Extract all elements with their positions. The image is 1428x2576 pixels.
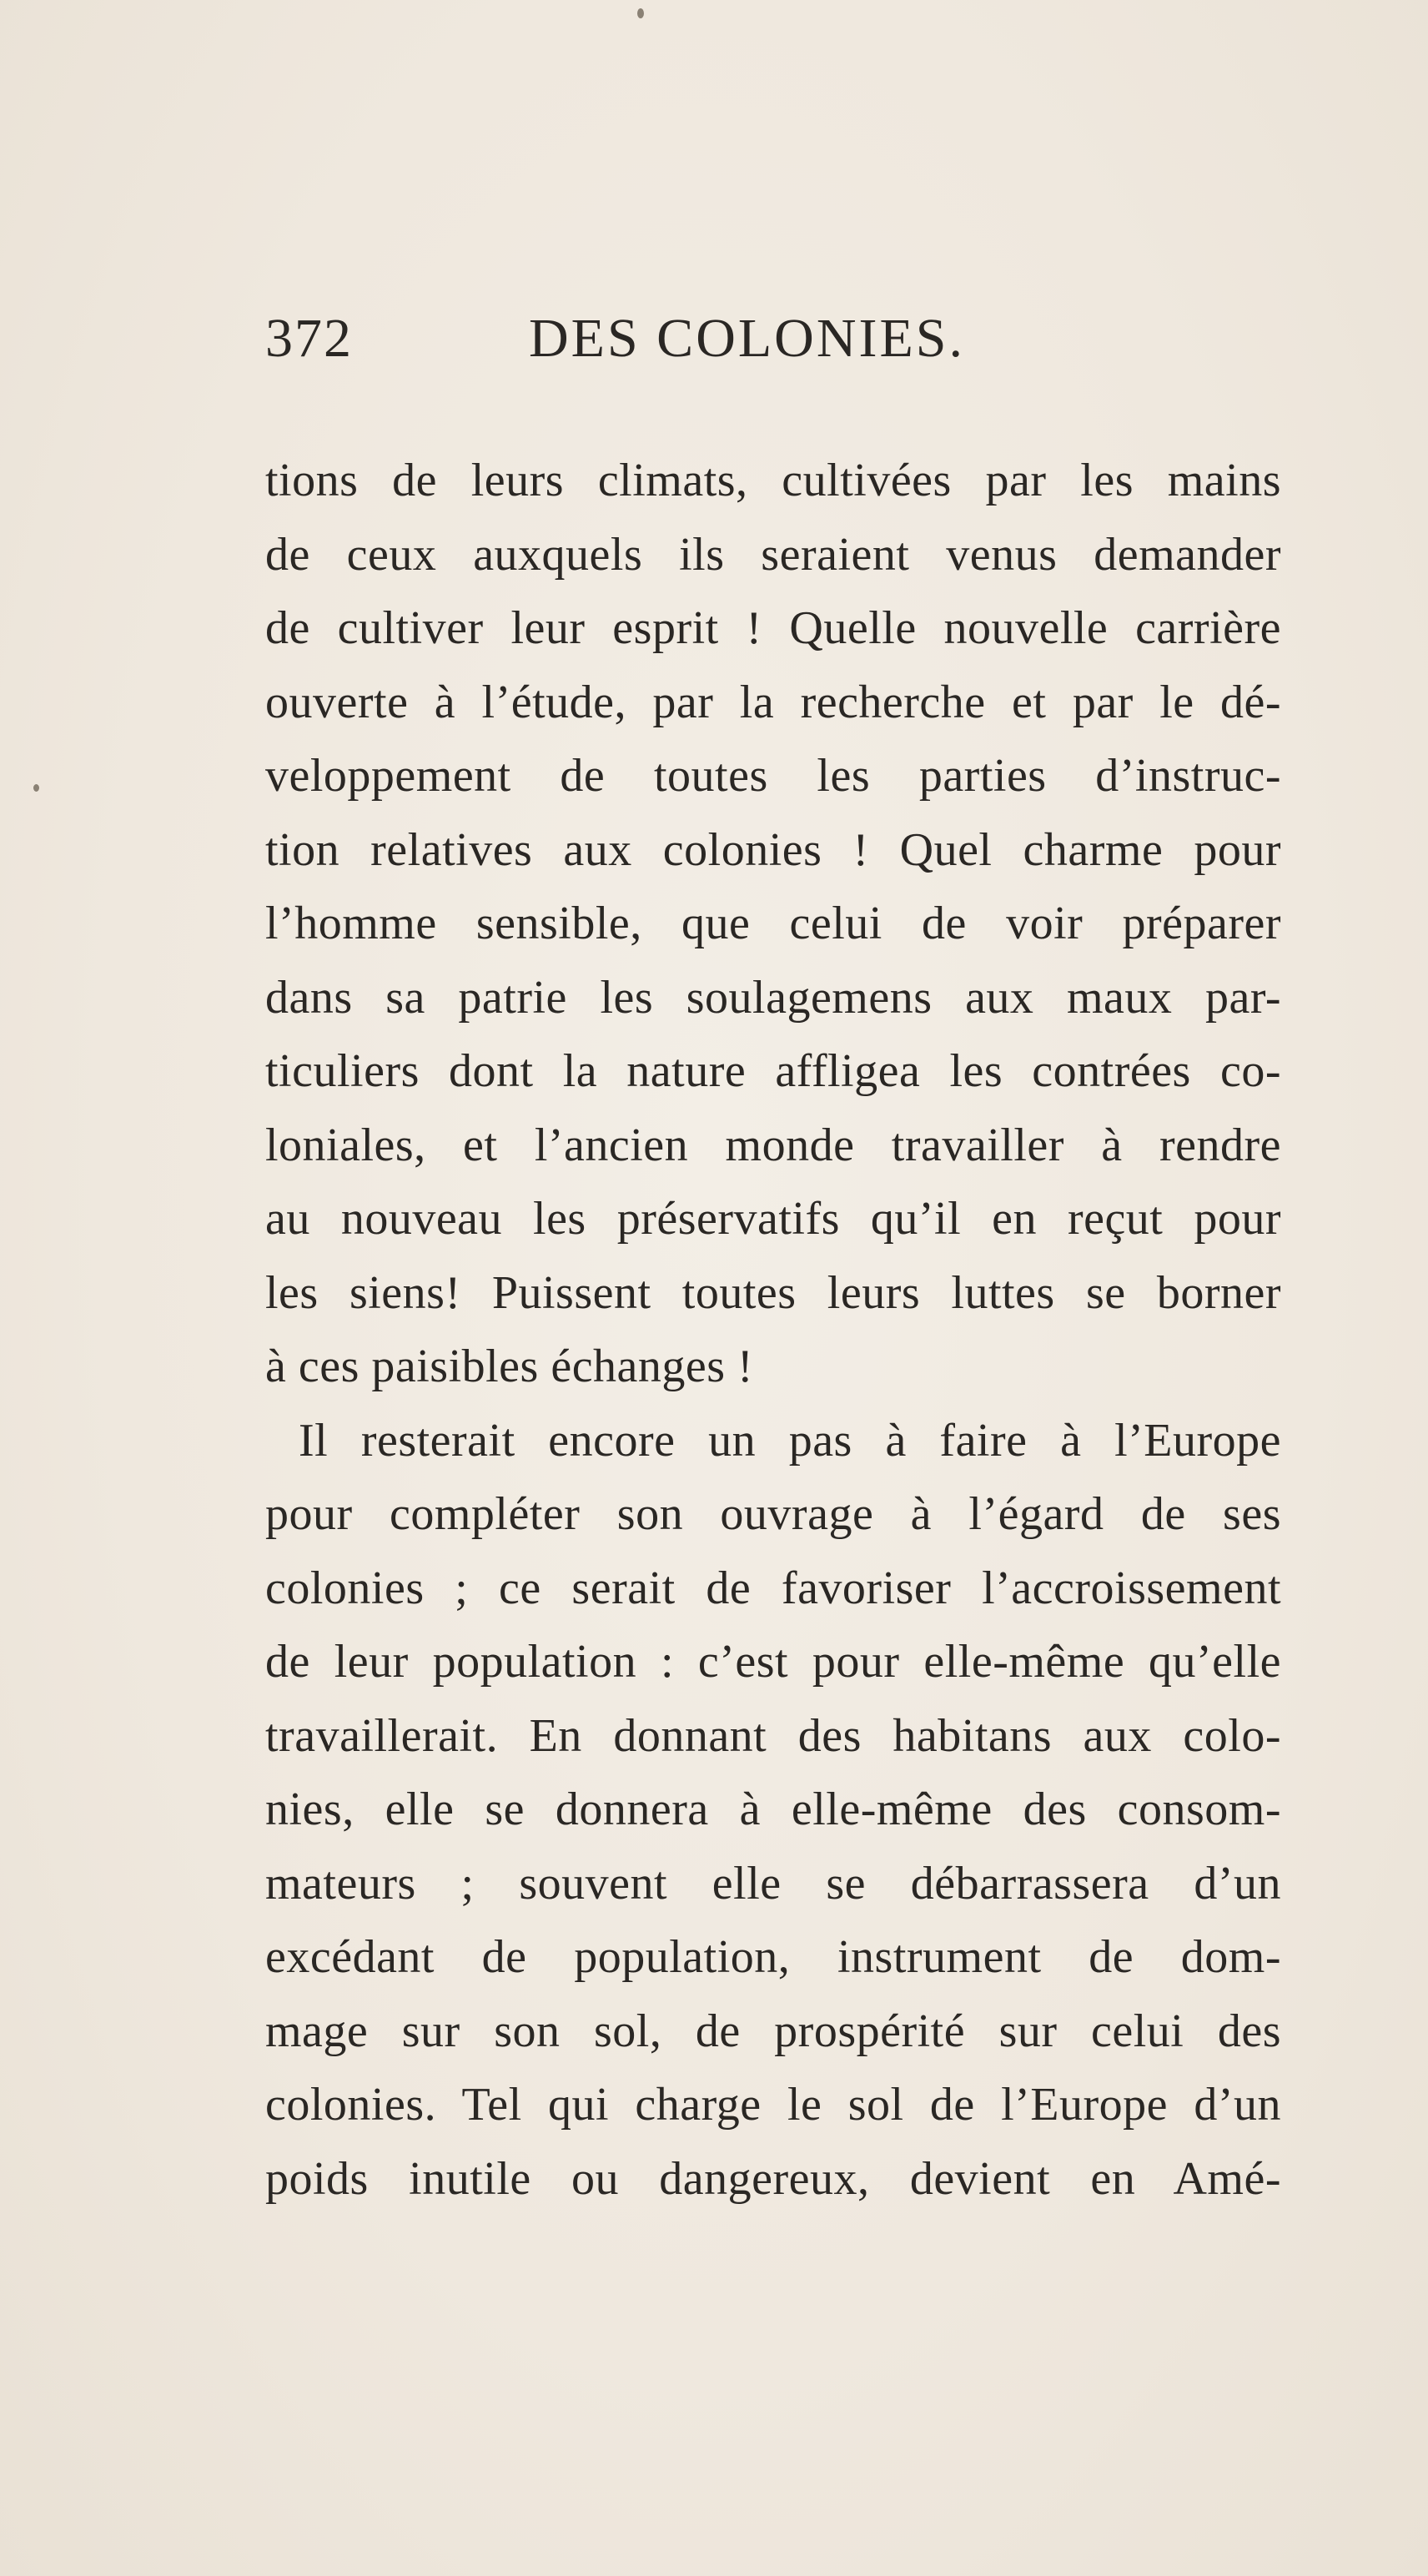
text-line-paragraph-start: Il resterait encore un pas à faire à l’Europe (299, 1414, 1281, 1467)
text-line: nies, elle se donnera à elle-même des consom- (265, 1784, 1281, 1835)
paper-speck (33, 784, 39, 792)
text-line: mage sur son sol, de prospérité sur celui des (265, 2005, 1281, 2057)
text-line: ticuliers dont la nature affligea les contrées co- (265, 1045, 1281, 1097)
body-text (265, 444, 1281, 2216)
text-line-paragraph-end: à ces paisibles échanges ! (265, 1341, 754, 1392)
text-line: pour compléter son ouvrage à l’égard de ses (265, 1488, 1281, 1540)
page-number: 372 (265, 308, 353, 369)
text-line: excédant de population, instrument de dom- (265, 1931, 1281, 1983)
text-line: poids inutile ou dangereux, devient en Amé- (265, 2152, 1281, 2205)
text-line: l’homme sensible, que celui de voir préparer (265, 898, 1281, 949)
text-line: de leur population : c’est pour elle-même qu’elle (265, 1636, 1281, 1688)
running-title: DES COLONIES. (529, 308, 966, 369)
text-line: colonies ; ce serait de favoriser l’accroissement (265, 1562, 1281, 1614)
text-line: de ceux auxquels ils seraient venus demander (265, 528, 1281, 581)
text-line: travaillerait. En donnant des habitans aux colo- (265, 1709, 1281, 1762)
text-line: colonies. Tel qui charge le sol de l’Europe d’un (265, 2079, 1281, 2131)
page-header (265, 307, 1266, 374)
text-line: veloppement de toutes les parties d’instruc- (265, 750, 1281, 802)
text-line: de cultiver leur esprit ! Quelle nouvelle carrière (265, 602, 1281, 654)
text-line: tion relatives aux colonies ! Quel charme pour (265, 823, 1281, 876)
text-line: dans sa patrie les soulagemens aux maux par- (265, 971, 1281, 1024)
paper-speck (637, 8, 644, 18)
text-line: au nouveau les préservatifs qu’il en reçut pour (265, 1193, 1281, 1245)
text-line: tions de leurs climats, cultivées par les mains (265, 455, 1281, 506)
text-line: ouverte à l’étude, par la recherche et par le dé- (265, 676, 1281, 728)
text-line: les siens! Puissent toutes leurs luttes se borner (265, 1266, 1281, 1319)
text-line: mateurs ; souvent elle se débarrassera d’un (265, 1857, 1281, 1909)
text-line: loniales, et l’ancien monde travailler à rendre (265, 1119, 1281, 1171)
